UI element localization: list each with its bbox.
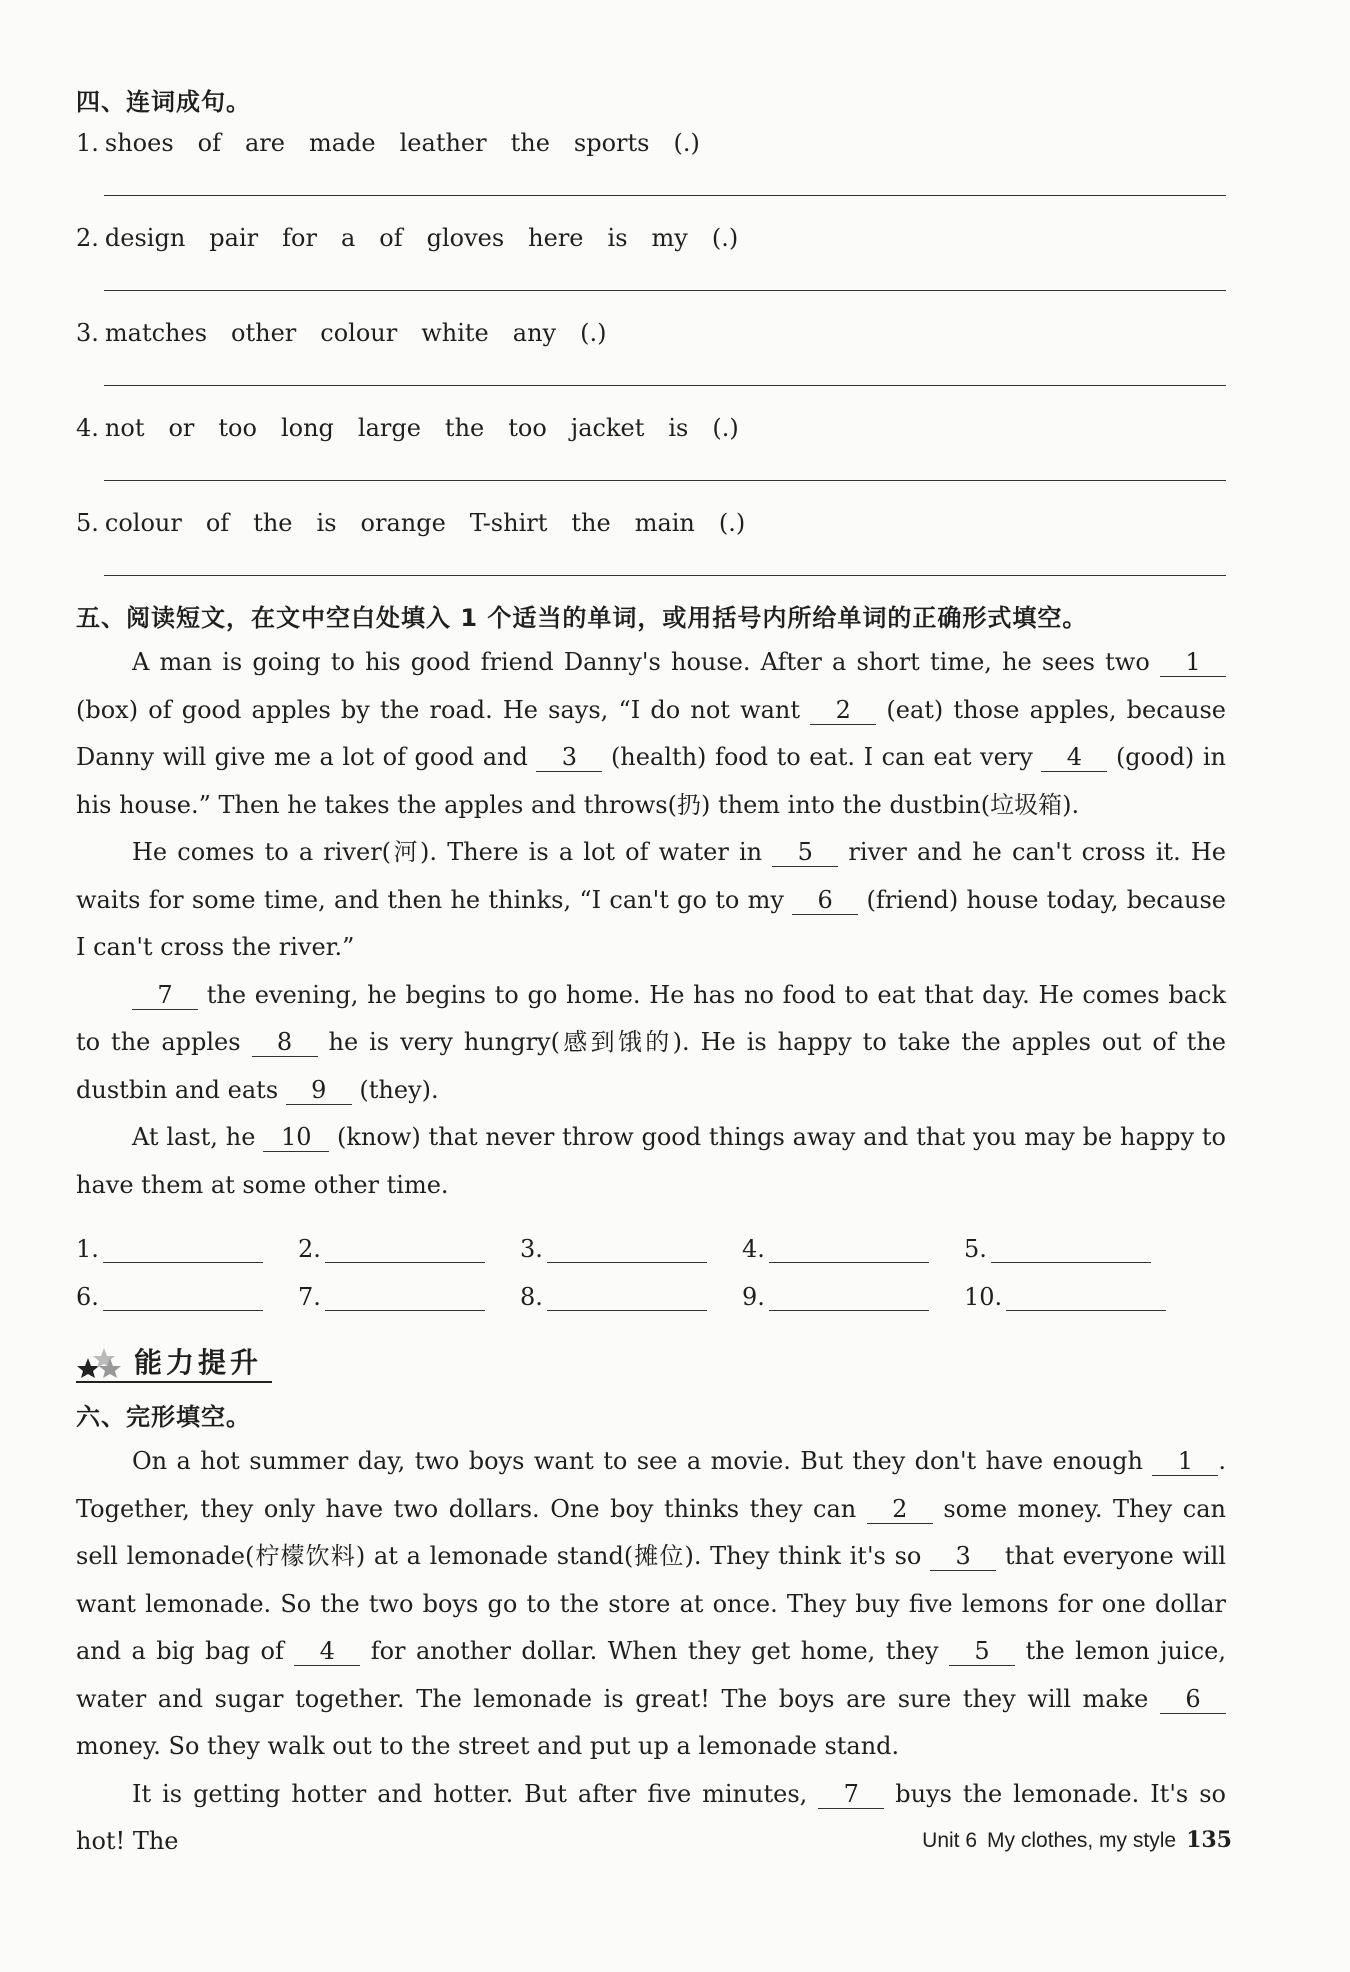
blank-3: 3 — [930, 1542, 996, 1571]
text: river and he can't cross it. He waits for some time, and then he thinks, “I can't go to my — [76, 838, 1226, 914]
text: A man is going to his good friend Danny's house. After a short time, he sees two — [132, 648, 1150, 676]
blank-2: 2 — [810, 696, 876, 725]
word-token: the — [444, 414, 485, 442]
answer-grid — [76, 1215, 1226, 1311]
word-token: white — [421, 319, 489, 347]
blank-8: 8 — [252, 1028, 318, 1057]
section6-heading: 六、完形填空。 — [76, 1403, 251, 1431]
page-number: 135 — [1186, 1827, 1232, 1853]
word-token: here — [528, 224, 584, 252]
word-token: (.) — [711, 224, 739, 252]
blank-9: 9 — [286, 1076, 352, 1105]
word-token: not — [104, 414, 145, 442]
word-token: main — [634, 509, 695, 537]
banner-box — [76, 1341, 272, 1383]
section4-heading: 四、连词成句。 — [76, 88, 251, 116]
answer-slot[interactable] — [520, 1235, 742, 1263]
word-token: is — [668, 414, 689, 442]
section5-paragraph-1 — [76, 639, 1226, 829]
text: for another dollar. When they get home, they — [370, 1637, 939, 1665]
word-token: (.) — [712, 414, 739, 442]
word-token: design — [104, 224, 186, 252]
word-token: pair — [209, 224, 259, 252]
word-token: the — [253, 509, 293, 537]
question-line — [76, 313, 1226, 353]
word-token: of — [197, 129, 221, 157]
text: (they). — [359, 1075, 439, 1104]
word-token: for — [282, 224, 317, 252]
word-token: T-shirt — [469, 509, 548, 537]
question-line — [76, 408, 1226, 448]
answer-line — [103, 1288, 263, 1311]
word-token: or — [168, 414, 195, 442]
text: On a hot summer day, two boys want to see a movie. But they don't have enough — [132, 1447, 1143, 1475]
answer-label: 5. — [964, 1235, 987, 1263]
answer-slot[interactable] — [964, 1235, 1186, 1263]
text: . Together, they only have two dollars. One boy thinks they can — [76, 1447, 1226, 1523]
answer-line[interactable] — [104, 448, 1226, 481]
text: (box) of good apples by the road. He says, “I do not want — [76, 695, 801, 724]
answer-line[interactable] — [104, 543, 1226, 576]
word-token: orange — [360, 509, 446, 537]
question-number: 2. — [76, 224, 99, 252]
word-token: (.) — [580, 319, 607, 347]
page-footer — [922, 1827, 1232, 1853]
answer-line — [547, 1288, 707, 1311]
blank-6: 6 — [1160, 1685, 1226, 1714]
word-token: too — [218, 414, 257, 442]
blank-1: 1 — [1152, 1447, 1218, 1476]
answer-line[interactable] — [104, 163, 1226, 196]
text: some money. They can sell lemonade(柠檬饮料) at a lemonade stand(摊位). They think it's so — [76, 1494, 1226, 1570]
word-token: (.) — [673, 129, 700, 157]
section5-heading: 五、阅读短文，在文中空白处填入 1 个适当的单词，或用括号内所给单词的正确形式填空。 — [76, 604, 1088, 632]
answer-line — [1006, 1288, 1166, 1311]
blank-6: 6 — [792, 886, 858, 915]
section5-paragraph-3 — [76, 972, 1226, 1115]
blank-1: 1 — [1160, 648, 1226, 677]
blank-5: 5 — [949, 1637, 1015, 1666]
blank-7: 7 — [818, 1780, 884, 1809]
answer-label: 4. — [742, 1235, 765, 1263]
blank-7: 7 — [132, 981, 198, 1010]
word-token: gloves — [426, 224, 505, 252]
word-token: other — [231, 319, 297, 347]
word-token: the — [571, 509, 611, 537]
answer-label: 3. — [520, 1235, 543, 1263]
answer-slot[interactable] — [298, 1235, 520, 1263]
word-token: too — [508, 414, 547, 442]
question-line — [76, 218, 1226, 258]
footer-unit: Unit 6 — [922, 1829, 978, 1852]
text: (eat) those apples, because Danny will give me a lot of good and — [76, 695, 1226, 771]
answer-line[interactable] — [104, 258, 1226, 291]
word-token: the — [510, 129, 550, 157]
word-token: colour — [104, 509, 182, 537]
word-token: sports — [573, 129, 650, 157]
page-content — [76, 82, 1226, 1866]
answer-line — [325, 1288, 485, 1311]
ability-banner — [76, 1339, 1226, 1383]
section4-questions — [76, 123, 1226, 576]
answer-slot[interactable] — [742, 1235, 964, 1263]
answer-label: 7. — [298, 1283, 321, 1311]
banner-title: 能力提升 — [134, 1346, 263, 1379]
text: At last, he — [132, 1123, 256, 1151]
answer-slot[interactable] — [298, 1283, 520, 1311]
section6-paragraph-1 — [76, 1438, 1226, 1771]
word-token: a — [340, 224, 356, 252]
section5-paragraph-4 — [76, 1114, 1226, 1209]
word-token: is — [316, 509, 337, 537]
answer-line — [991, 1240, 1151, 1263]
stars-icon — [76, 1344, 134, 1378]
word-token: long — [280, 414, 334, 442]
answer-line — [103, 1240, 263, 1263]
text: buys the lemonade. It's so hot! The — [76, 1779, 1226, 1855]
text: that everyone will want lemonade. So the two boys go to the store at once. They buy five lemons for one dollar and a big bag of — [76, 1542, 1226, 1665]
blank-2: 2 — [867, 1495, 933, 1524]
answer-slot[interactable] — [742, 1283, 964, 1311]
answer-label: 2. — [298, 1235, 321, 1263]
text: (good) in his house.” Then he takes the apples and throws(扔) them into the dustbin(垃圾箱). — [76, 743, 1226, 819]
answer-label: 8. — [520, 1283, 543, 1311]
question-line — [76, 123, 1226, 163]
text: the lemon juice, water and sugar together. The lemonade is great! The boys are sure they will make — [76, 1637, 1226, 1713]
question-number: 1. — [76, 129, 99, 157]
footer-title: My clothes, my style — [987, 1829, 1177, 1852]
word-token: colour — [320, 319, 398, 347]
text: money. So they walk out to the street and put up a lemonade stand. — [76, 1732, 900, 1760]
text: (friend) house today, because I can't cross the river.” — [76, 885, 1227, 961]
answer-slot[interactable] — [76, 1283, 298, 1311]
text: (health) food to eat. I can eat very — [610, 743, 1033, 771]
answer-slot[interactable] — [964, 1283, 1186, 1311]
section5-paragraph-2 — [76, 829, 1226, 972]
answer-label: 10. — [964, 1283, 1003, 1311]
word-token: are — [245, 129, 285, 157]
answer-line — [325, 1240, 485, 1263]
answer-line[interactable] — [104, 353, 1226, 386]
question-number: 5. — [76, 509, 99, 537]
blank-5: 5 — [772, 838, 838, 867]
word-token: leather — [399, 129, 487, 157]
answer-line — [769, 1240, 929, 1263]
answer-row — [76, 1215, 1226, 1263]
blank-4: 4 — [1041, 743, 1107, 772]
word-token: large — [357, 414, 421, 442]
answer-row — [76, 1263, 1226, 1311]
answer-slot[interactable] — [520, 1283, 742, 1311]
word-token: (.) — [718, 509, 746, 537]
word-token: my — [651, 224, 688, 252]
blank-3: 3 — [536, 743, 602, 772]
answer-line — [769, 1288, 929, 1311]
word-token: is — [607, 224, 628, 252]
blank-10: 10 — [263, 1123, 329, 1152]
blank-4: 4 — [294, 1637, 360, 1666]
text: It is getting hotter and hotter. But after five minutes, — [132, 1779, 808, 1808]
answer-slot[interactable] — [76, 1235, 298, 1263]
word-token: shoes — [104, 129, 174, 157]
text: he is very hungry(感到饿的). He is happy to take the apples out of the dustbin and eats — [76, 1028, 1226, 1104]
question-number: 3. — [76, 319, 99, 347]
question-number: 4. — [76, 414, 99, 442]
text: the evening, he begins to go home. He has no food to eat that day. He comes back to the apples — [76, 980, 1226, 1056]
question-line — [76, 503, 1226, 543]
word-token: jacket — [570, 414, 645, 442]
answer-label: 1. — [76, 1235, 99, 1263]
word-token: made — [308, 129, 376, 157]
word-token: any — [512, 319, 557, 347]
answer-label: 9. — [742, 1283, 765, 1311]
answer-line — [547, 1240, 707, 1263]
text: (know) that never throw good things away and that you may be happy to have them at some other time. — [76, 1123, 1226, 1199]
word-token: of — [379, 224, 403, 252]
word-token: of — [205, 509, 230, 537]
word-token: matches — [104, 319, 208, 347]
answer-label: 6. — [76, 1283, 99, 1311]
text: He comes to a river(河). There is a lot of water in — [132, 838, 763, 866]
